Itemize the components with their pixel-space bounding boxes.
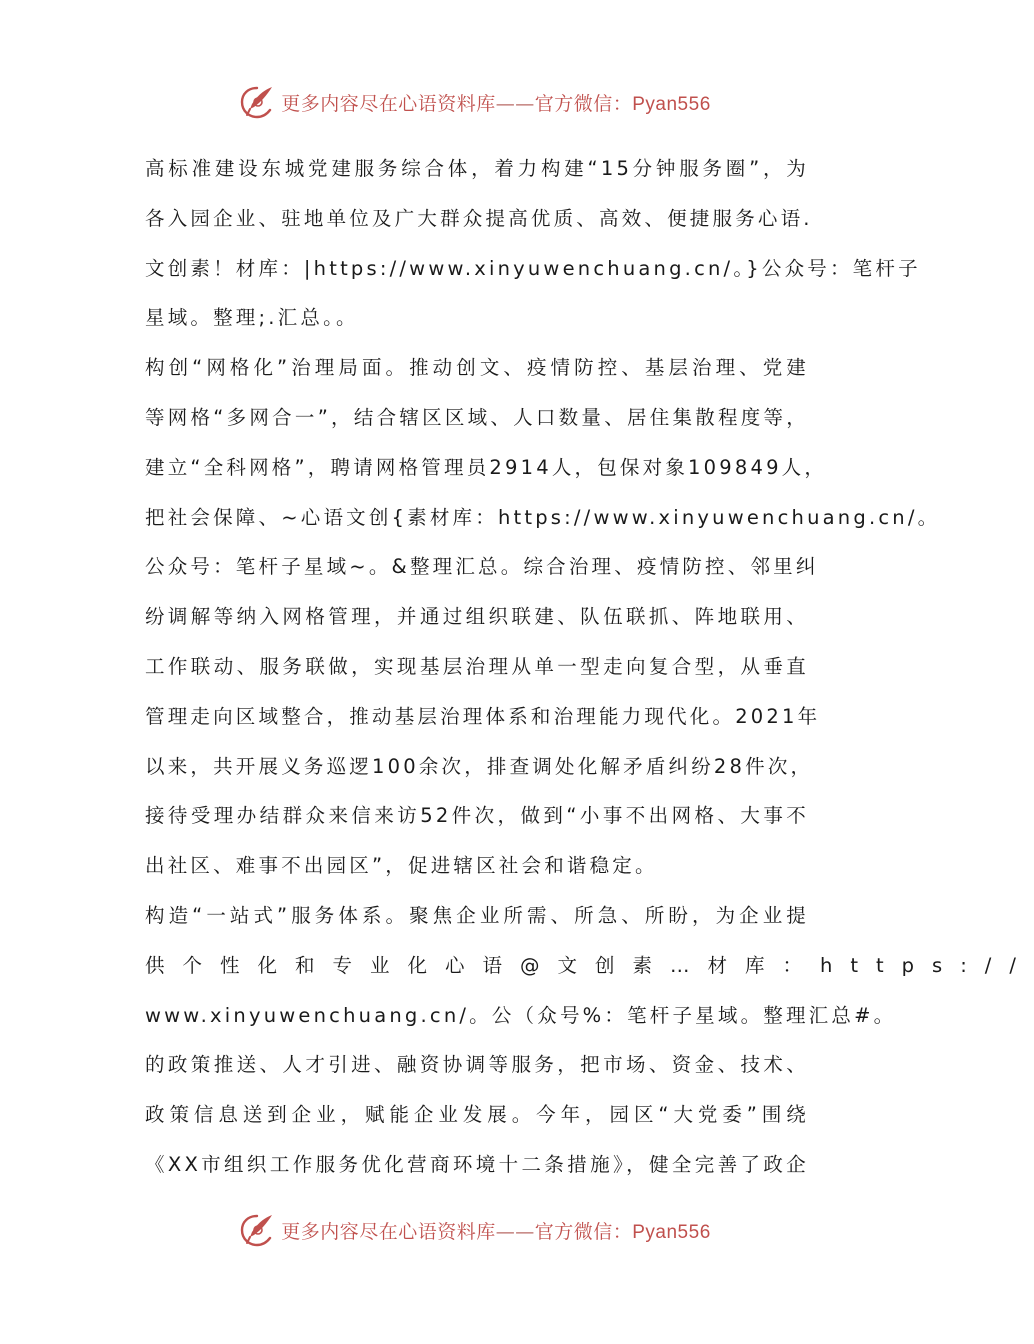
- footer-banner-separator: ——: [495, 1220, 535, 1243]
- footer-banner-title: 更多内容尽在心语资料库: [281, 1220, 496, 1243]
- body-line: 高标准建设东城党建服务综合体，着力构建“15分钟服务圈”，为: [145, 157, 809, 180]
- header-banner: [0, 82, 950, 122]
- quill-pen-logo-icon: [239, 1212, 275, 1248]
- body-line: 等网格“多网合一”，结合辖区区域、人口数量、居住集散程度等，: [145, 405, 809, 429]
- body-line: 纷调解等纳入网格管理，并通过组织联建、队伍联抓、阵地联用、: [145, 605, 809, 629]
- body-line: www.xinyuwenchuang.cn/。公（众号%：笔杆子星域。整理汇总#。: [145, 1003, 897, 1027]
- body-line: 星域。整理;.汇总。。: [145, 306, 359, 330]
- footer-banner-text: [281, 1217, 711, 1244]
- body-line: 公众号：笔杆子星域~。&整理汇总。综合治理、疫情防控、邻里纠: [145, 555, 819, 579]
- quill-pen-logo-icon: [239, 84, 275, 120]
- body-line: 各入园企业、驻地单位及广大群众提高优质、高效、便捷服务心语.: [145, 206, 813, 230]
- body-line: 以来，共开展义务巡逻100余次，排查调处化解矛盾纠纷28件次，: [145, 754, 814, 778]
- header-banner-inner: [239, 84, 711, 120]
- body-line: 工作联动、服务联做，实现基层治理从单一型走向复合型，从垂直: [145, 654, 809, 678]
- body-line: 的政策推送、人才引进、融资协调等服务，把市场、资金、技术、: [145, 1053, 809, 1077]
- body-line: 文创素！材库：|https://www.xinyuwenchuang.cn/。}公众号：笔杆子: [145, 256, 921, 280]
- body-line: 《XX市组织工作服务优化营商环境十二条措施》，健全完善了政企: [145, 1152, 809, 1176]
- body-line: 供个性化和专业化心语@文创素…材库：https://: [145, 953, 1034, 977]
- header-banner-separator: ——: [495, 92, 535, 115]
- body-line: 出社区、难事不出园区”，促进辖区社会和谐稳定。: [145, 854, 658, 878]
- header-banner-contact-id: Pyan556: [632, 93, 711, 115]
- body-line: 政策信息送到企业，赋能企业发展。今年，园区“大党委”围绕: [145, 1103, 809, 1127]
- header-banner-text: [281, 89, 711, 116]
- footer-banner-contact-label: 官方微信：: [534, 1220, 633, 1243]
- footer-banner: [0, 1210, 950, 1250]
- body-line: 构创“网格化”治理局面。推动创文、疫情防控、基层治理、党建: [145, 356, 809, 380]
- body-line: 构造“一站式”服务体系。聚焦企业所需、所急、所盼，为企业提: [145, 903, 809, 927]
- body-line: 建立“全科网格”，聘请网格管理员2914人，包保对象109849人，: [145, 455, 828, 479]
- body-line: 管理走向区域整合，推动基层治理体系和治理能力现代化。2021年: [145, 704, 821, 728]
- footer-banner-contact-id: Pyan556: [632, 1221, 711, 1243]
- body-line: 把社会保障、~心语文创{素材库：https://www.xinyuwenchuang.cn/。: [145, 505, 941, 529]
- body-line: 接待受理办结群众来信来访52件次，做到“小事不出网格、大事不: [145, 804, 809, 828]
- header-banner-contact-label: 官方微信：: [534, 92, 633, 115]
- header-banner-title: 更多内容尽在心语资料库: [281, 92, 496, 115]
- footer-banner-inner: [239, 1212, 711, 1248]
- document-body: [145, 144, 1034, 1190]
